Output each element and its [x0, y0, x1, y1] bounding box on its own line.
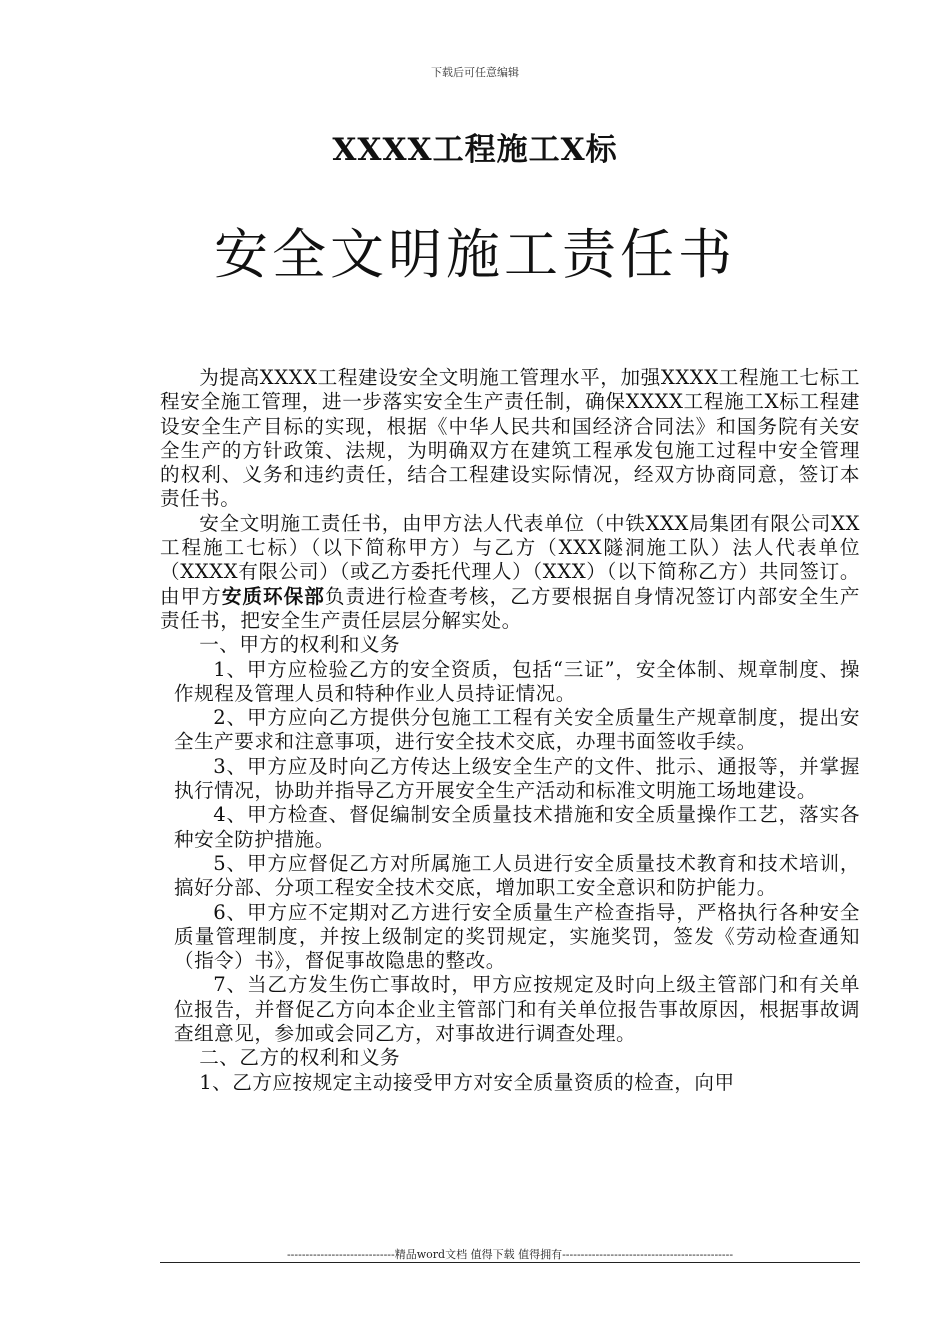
header-note: 下载后可任意编辑 [431, 66, 519, 79]
parties-paragraph [160, 512, 860, 633]
party-a-item: 3、甲方应及时向乙方传达上级安全生产的文件、批示、通报等，并掌握执行情况，协助并指导乙方开展安全生产活动和标准文明施工场地建设。 [174, 754, 860, 803]
footer-text: -----------------------------精品word文档 值得下载 值得拥有---------------------------------------------- [286, 1248, 734, 1261]
intro-paragraph: 为提高XXXX工程建设安全文明施工管理水平，加强XXXX工程施工七标工程安全施工管理，进一步落实安全生产责任制，确保XXXX工程施工X标工程建设安全生产目标的实现，根据《中华人民共和国经济合同法》和国务院有关安全生产的方针政策、法规，为明确双方在建筑工程承发包施工过程中安全管理的权利、义务和违约责任，结合工程建设实际情况，经双方协商同意，签订本责任书。 [160, 366, 860, 511]
party-a-item: 2、甲方应向乙方提供分包施工工程有关安全质量生产规章制度，提出安全生产要求和注意事项，进行安全技术交底，办理书面签收手续。 [174, 706, 860, 754]
document-subtitle: XXXX工程施工X标 [332, 132, 618, 168]
party-a-item: 5、甲方应督促乙方对所属施工人员进行安全质量技术教育和技术培训，搞好分部、分项工程安全技术交底，增加职工安全意识和防护能力。 [174, 851, 860, 900]
section-heading-party-b: 二、乙方的权利和义务 [199, 1046, 401, 1070]
party-a-item: 6、甲方应不定期对乙方进行安全质量生产检查指导，严格执行各种安全质量管理制度，并按上级制定的奖罚规定，实施奖罚，签发《劳动检查通知（指令）书》，督促事故隐患的整改。 [174, 900, 860, 973]
parties-text-before: 安全文明施工责任书，由甲方法人代表单位（中铁XXX局集团有限公司XX工程施工七标）（以下简称甲方）与乙方（XXX隧洞施工队）法人代表单位（XXXX有限公司）（或乙方委托代理人）（XXX）（以下简称乙方）共同签订。由甲方 [160, 511, 860, 608]
party-a-item: 4、甲方检查、督促编制安全质量技术措施和安全质量操作工艺，落实各种安全防护措施。 [174, 803, 860, 851]
parties-text-after: 负责进行检查考核，乙方要根据自身情况签订内部安全生产责任书，把安全生产责任层层分解实处。 [160, 584, 861, 632]
party-a-item: 1、甲方应检验乙方的安全资质，包括“三证”，安全体制、规章制度、操作规程及管理人员和特种作业人员持证情况。 [174, 657, 860, 705]
document-title: 安全文明施工责任书 [214, 223, 736, 286]
responsible-department: 安质环保部 [221, 584, 325, 608]
party-a-item: 7、当乙方发生伤亡事故时，甲方应按规定及时向上级主管部门和有关单位报告，并督促乙方向本企业主管部门和有关单位报告事故原因，根据事故调查组意见，参加或会同乙方，对事故进行调查处理。 [174, 973, 860, 1046]
party-b-item: 1、乙方应按规定主动接受甲方对安全质量资质的检查，向甲 [199, 1070, 735, 1094]
document-body [160, 366, 860, 1095]
footer-divider [160, 1262, 860, 1263]
section-heading-party-a: 一、甲方的权利和义务 [199, 633, 401, 657]
